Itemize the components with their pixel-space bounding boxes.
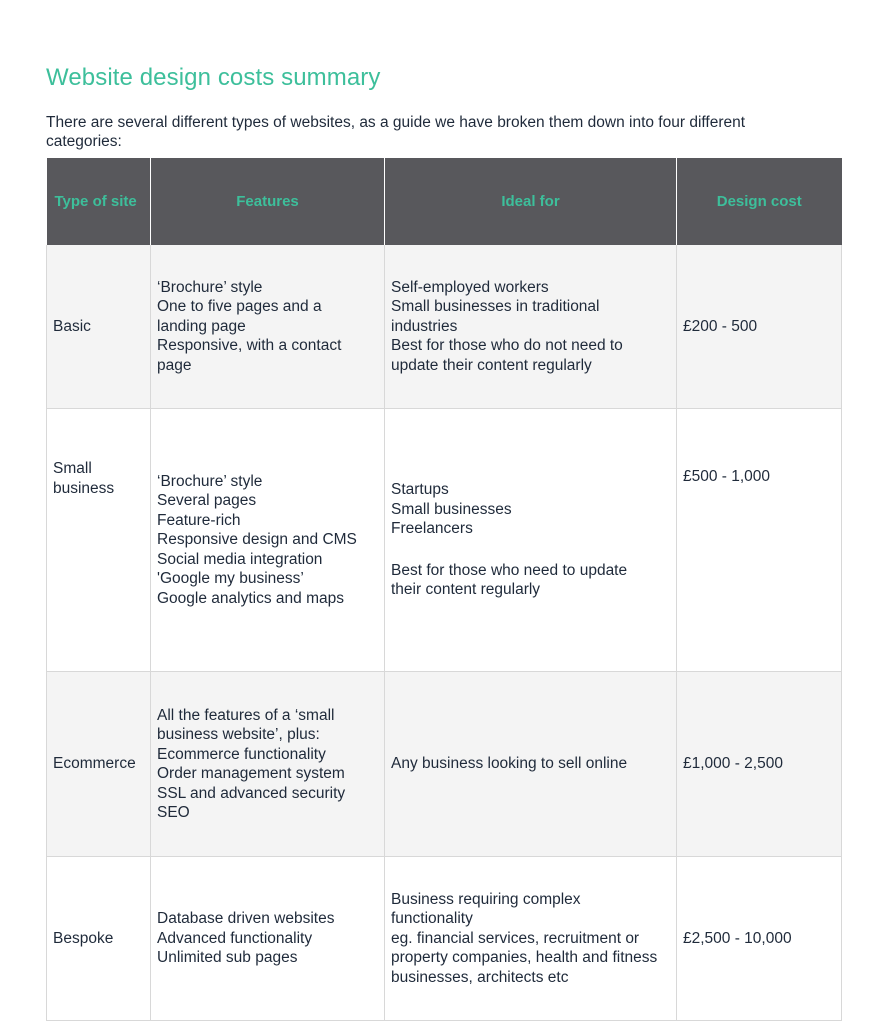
ideal-item: property companies, health and fitness [391,949,658,967]
feature-item: SEO [157,804,190,821]
feature-item: One to five pages and a [157,298,322,316]
cost-cell [677,409,842,672]
feature-item: ‘Brochure’ style [157,278,263,296]
feature-item: ‘Brochure’ style [157,472,263,490]
ideal-item: Freelancers [391,520,473,538]
feature-item: page [157,356,192,374]
ideal-for-cell [385,245,677,409]
ideal-item: Best for those who do not need to [391,337,623,355]
costs-table [46,158,842,1021]
feature-item: landing page [157,317,246,335]
ideal-item: industries [391,317,458,335]
type-cell [47,245,151,409]
ideal-note: their content regularly [391,581,541,599]
table-row-ecommerce [47,672,842,857]
table-row-small-business [47,409,842,672]
feature-item: Ecommerce functionality [157,745,326,763]
ideal-item: Self-employed workers [391,278,549,296]
features-cell [151,672,385,857]
feature-item: SSL and advanced security [157,784,346,802]
type-label: business [53,479,115,497]
feature-item: Order management system [157,765,345,782]
type-label: Ecommerce [53,755,136,773]
feature-item: All the features of a ‘small [157,706,335,724]
ideal-item: Any business looking to sell online [391,755,628,773]
ideal-item: eg. financial services, recruitment or [391,929,640,947]
type-label: Bespoke [53,929,114,947]
type-cell [47,672,151,857]
table-row-bespoke [47,857,842,1021]
ideal-item: businesses, architects etc [391,968,569,986]
ideal-item: Small businesses [391,500,512,518]
cost-value: £200 - 500 [683,317,758,335]
type-label: Basic [53,317,91,335]
features-cell [151,857,385,1021]
feature-item: Google analytics and maps [157,589,344,607]
intro-text: There are several different types of websites, as a guide we have broken them down into four different categories: [46,114,746,150]
features-cell [151,245,385,409]
feature-item: Several pages [157,492,257,510]
ideal-note: Best for those who need to update [391,561,628,579]
page-title: Website design costs summary [46,64,381,91]
cost-value: £500 - 1,000 [683,468,771,485]
feature-item: Feature-rich [157,511,241,529]
header-design-cost: Design cost [677,158,842,245]
spacer [391,539,670,561]
ideal-for-cell [385,409,677,672]
ideal-for-cell [385,857,677,1021]
ideal-item: Business requiring complex [391,890,581,908]
cost-cell [677,857,842,1021]
cost-cell [677,245,842,409]
cost-value: £2,500 - 10,000 [683,929,792,947]
features-cell [151,409,385,672]
ideal-item: Startups [391,481,449,499]
type-label: Small [53,460,92,477]
header-features: Features [151,158,385,245]
ideal-item: Small businesses in traditional [391,298,600,316]
feature-item: 'Google my business’ [157,570,304,588]
type-cell [47,409,151,672]
ideal-for-cell [385,672,677,857]
cost-cell [677,672,842,857]
table-row-basic [47,245,842,409]
feature-item: Database driven websites [157,910,335,928]
ideal-item: update their content regularly [391,356,592,374]
feature-item: Advanced functionality [157,929,313,947]
type-cell [47,857,151,1021]
header-type-of-site: Type of site [47,158,151,245]
feature-item: Responsive design and CMS [157,531,357,549]
header-ideal-for: Ideal for [385,158,677,245]
feature-item: business website’, plus: [157,726,320,743]
feature-item: Unlimited sub pages [157,949,298,967]
feature-item: Social media integration [157,550,323,568]
ideal-item: functionality [391,910,473,928]
feature-item: Responsive, with a contact [157,337,342,355]
cost-value: £1,000 - 2,500 [683,755,783,773]
table-header-row [47,158,842,245]
